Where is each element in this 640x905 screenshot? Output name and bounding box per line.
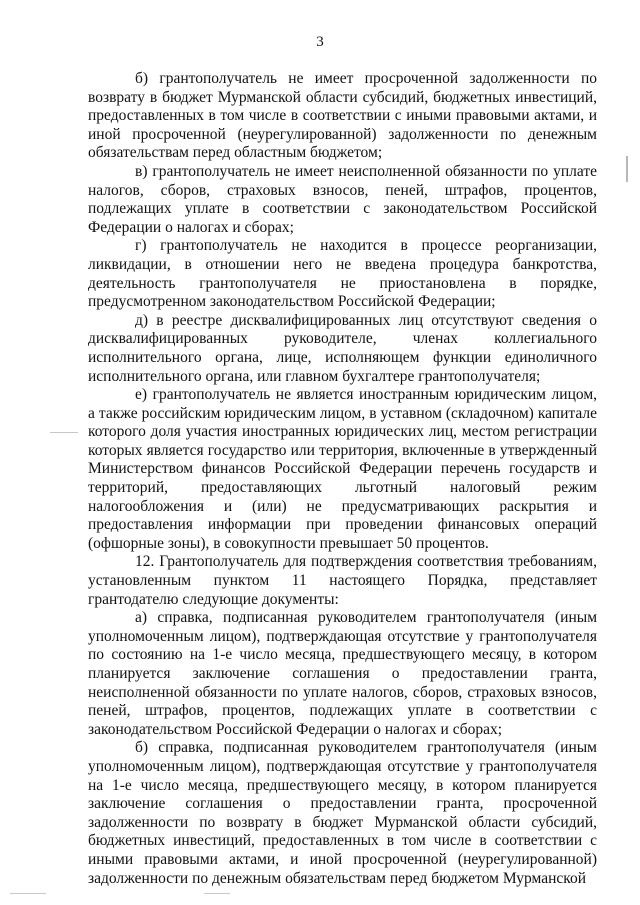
document-body <box>88 70 597 888</box>
scan-bottom-mark <box>10 893 46 894</box>
paragraph-12-documents: 12. Грантополучатель для подтверждения соответствия требованиям, установленным пунктом 11 настоящего Порядка, представляет грантодателю следующие документы: <box>88 553 597 608</box>
paragraph-b-no-overdue-debt: б) грантополучатель не имеет просроченной задолженности по возврату в бюджет Мурманской области субсидий, бюджетных инвестиций, предоставленных в том числе в соответствии с иными правовыми актами, и иной просроченной (неурегулированной) задолженности по денежным обязательствам перед областным бюджетом; <box>88 70 597 162</box>
scan-bottom-mark <box>204 893 230 894</box>
paragraph-g-no-reorganization: г) грантополучатель не находится в процессе реорганизации, ликвидации, в отношении него не введена процедура банкротства, деятельность грантополучателя не приостановлена в порядке, предусмотренном законодательством Российской Федерации; <box>88 237 597 311</box>
paragraph-e-not-foreign-entity: е) грантополучатель не является иностранным юридическим лицом, а также российским юридическим лицом, в уставном (складочном) капитале которого доля участия иностранных юридических лиц, местом регистрации которых является государство или территория, включенные в утвержденный Министерством финансов Российской Федерации перечень государств и территорий, предоставляющих льготный налоговый режим налогообложения и (или) не предусматривающих раскрытия и предоставления информации при проведении финансовых операций (офшорные зоны), в совокупности превышает 50 процентов. <box>88 386 597 552</box>
paragraph-b-debt-certificate: б) справка, подписанная руководителем грантополучателя (иным уполномоченным лицом), подтверждающая отсутствие у грантополучателя на 1-е число месяца, предшествующего месяцу, в котором планируется заключение соглашения о предоставлении гранта, просроченной задолженности по возврату в бюджет Мурманской области субсидий, бюджетных инвестиций, предоставленных в том числе в соответствии с иными правовыми актами, и иной просроченной (неурегулированной) задолженности по денежным обязательствам перед бюджетом Мурманской <box>88 739 597 887</box>
paragraph-a-tax-certificate: а) справка, подписанная руководителем грантополучателя (иным уполномоченным лицом), подтверждающая отсутствие у грантополучателя по состоянию на 1-е число месяца, предшествующего месяцу, в котором планируется заключение соглашения о предоставлении гранта, неисполненной обязанности по уплате налогов, сборов, страховых взносов, пеней, штрафов, процентов, подлежащих уплате в соответствии с законодательством Российской Федерации о налогах и сборах; <box>88 609 597 738</box>
page-number: 3 <box>316 34 324 50</box>
scan-margin-tick <box>50 432 78 433</box>
paragraph-d-disqualified-registry: д) в реестре дисквалифицированных лиц отсутствуют сведения о дисквалифицированных руководителе, членах коллегиального исполнительного органа, лице, исполняющем функции единоличного исполнительного органа, или главном бухгалтере грантополучателя; <box>88 311 597 385</box>
paragraph-v-no-tax-obligations: в) грантополучатель не имеет неисполненной обязанности по уплате налогов, сборов, страховых взносов, пеней, штрафов, процентов, подлежащих уплате в соответствии с законодательством Российской Федерации о налогах и сборах; <box>88 162 597 236</box>
scan-margin-mark <box>626 156 628 182</box>
